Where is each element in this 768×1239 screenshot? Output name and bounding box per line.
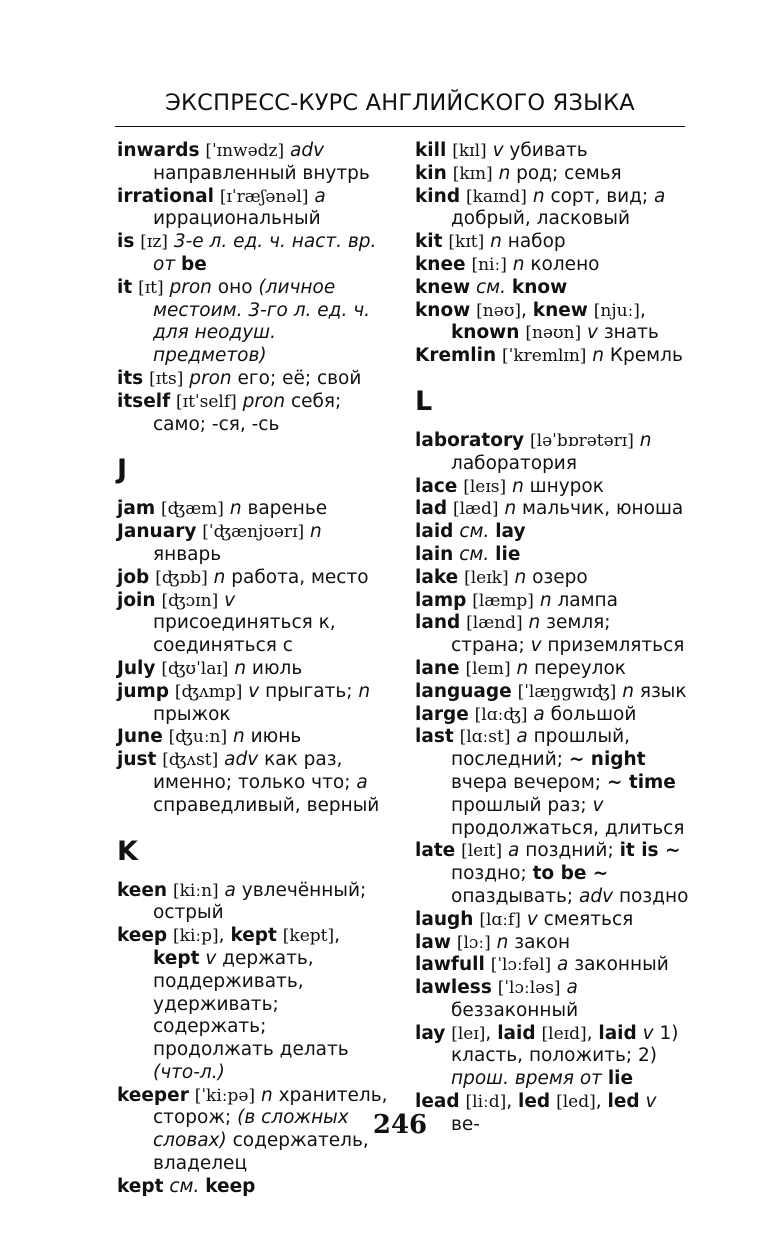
transcription: [kiːp] (173, 926, 219, 947)
headword: knee (415, 253, 466, 275)
definition-text: варенье (241, 498, 328, 520)
grammar-label: adv (290, 140, 325, 161)
headword: lane (415, 657, 460, 679)
definition-text: лампа (551, 589, 618, 611)
transcription: [ləˈbɒrətərɪ] (530, 430, 634, 451)
grammar-label: adv (579, 885, 614, 907)
dictionary-entry (415, 704, 690, 727)
transcription: [ʤuːn] (168, 727, 228, 748)
headword: kept (230, 925, 277, 947)
headword: lawless (415, 977, 492, 999)
dictionary-entry (117, 498, 392, 521)
dictionary-entry (117, 658, 392, 681)
transcription: [kɪl] (452, 141, 487, 161)
definition-text: переулок (528, 657, 626, 679)
transcription: [ʤɒb] (155, 567, 208, 588)
grammar-label: a (356, 771, 368, 793)
transcription: [lɔː] (456, 932, 491, 953)
dictionary-entry (415, 476, 690, 499)
grammar-label: n (512, 475, 524, 497)
transcription: [njuː] (593, 300, 640, 321)
headword: lay (495, 521, 526, 543)
grammar-label: v (587, 322, 598, 344)
headword: lawfull (415, 954, 485, 976)
headword: lain (415, 543, 454, 565)
left-column (117, 140, 392, 1199)
headword: keeper (117, 1084, 189, 1106)
headword: laid (497, 1022, 536, 1044)
definition-text: себя; само; -ся, -сь (153, 390, 342, 435)
dictionary-entry (415, 163, 690, 186)
headword: laid (415, 521, 454, 543)
headword: land (415, 612, 461, 634)
grammar-label: v (526, 908, 538, 930)
dictionary-entry (415, 254, 690, 277)
dictionary-entry (415, 345, 690, 368)
grammar-label: n (516, 657, 529, 679)
definition-text: беззаконный (451, 999, 579, 1021)
headword: lie (607, 1068, 634, 1090)
transcription: [ɪt] (138, 277, 164, 298)
transcription: [leɪs] (463, 476, 507, 497)
headword: language (415, 680, 512, 702)
headword: keep (117, 925, 168, 947)
dictionary-entry (117, 231, 392, 277)
definition-text: прыгать; (259, 680, 359, 702)
dictionary-entry (117, 925, 392, 1085)
headword: Kremlin (415, 345, 497, 367)
dictionary-entry (117, 186, 392, 232)
transcription: [nəʊn] (525, 323, 582, 344)
dictionary-entry (117, 368, 392, 391)
grammar-label: (в сложных словах) (153, 1107, 349, 1152)
headword: late (415, 840, 456, 862)
headword: itself (117, 390, 171, 412)
headword: law (415, 931, 451, 953)
definition-text: колено (524, 253, 600, 275)
definition-text: оно (211, 276, 259, 298)
grammar-label: 3-е л. ед. ч. наст. вр. от (153, 231, 377, 275)
headword: lad (415, 498, 448, 520)
grammar-label: n (213, 566, 226, 588)
transcription: [ʤʌst] (162, 750, 219, 771)
transcription: [lænd] (466, 613, 523, 634)
grammar-label: n (260, 1084, 273, 1106)
section-letter: K (117, 835, 138, 867)
grammar-label: v (224, 589, 236, 611)
grammar-label: (что-л.) (153, 1061, 225, 1083)
grammar-label: n (528, 612, 541, 634)
grammar-label: pron (189, 367, 232, 389)
dictionary-entry (117, 726, 392, 749)
headword: lead (415, 1091, 460, 1113)
transcription: [kaɪnd] (465, 186, 527, 207)
definition-text: , (485, 1022, 498, 1044)
dictionary-entry (415, 954, 690, 977)
headword: laugh (415, 908, 474, 930)
headword: kind (415, 185, 461, 207)
definition-text: прошлый, последний; (451, 726, 630, 771)
headword: knew (415, 276, 471, 298)
headword: lace (415, 475, 458, 497)
definition-text: закон (508, 931, 571, 953)
header-rule (115, 126, 685, 127)
dictionary-entry (117, 590, 392, 658)
grammar-label: pron (242, 390, 286, 412)
headword: lake (415, 566, 459, 588)
headword: kept (117, 1175, 164, 1197)
transcription: [ɪz] (140, 232, 168, 253)
headword: large (415, 703, 469, 725)
definition-text: род; семья (510, 162, 622, 184)
headword: June (117, 726, 163, 748)
definition-text: земля; страна; (451, 612, 611, 657)
dictionary-entry (415, 521, 690, 544)
grammar-label: прош. время от (451, 1068, 602, 1090)
grammar-label: n (539, 589, 552, 611)
definition-text: июль (246, 657, 303, 679)
dictionary-entry (117, 1176, 392, 1199)
headword: jump (117, 680, 170, 702)
definition-text: знать (597, 322, 659, 344)
headword: jam (117, 498, 156, 520)
headword: kill (415, 140, 447, 161)
dictionary-entry (415, 681, 690, 704)
transcription: [lɑːf] (479, 909, 521, 930)
headword: laboratory (415, 429, 525, 451)
dictionary-entry (117, 521, 392, 567)
dictionary-entry (415, 909, 690, 932)
definition-text: направленный внутрь (153, 162, 370, 184)
dictionary-entry (117, 880, 392, 926)
dictionary-entry (415, 300, 690, 346)
definition-text: набор (501, 231, 566, 253)
grammar-label: n (498, 162, 511, 184)
dictionary-entry (415, 231, 690, 254)
headword: knew (532, 299, 588, 321)
definition-text: , (218, 925, 231, 947)
dictionary-entry (117, 567, 392, 590)
grammar-label: n (233, 726, 245, 748)
transcription: [ʤɔɪn] (161, 590, 219, 611)
transcription: [kiːn] (172, 880, 219, 901)
definition-text: работа, место (225, 566, 369, 588)
headword: lay (415, 1022, 446, 1044)
transcription: [ɪtˈself] (176, 391, 237, 412)
dictionary-entry (415, 932, 690, 955)
definition-text: поздно; (451, 863, 533, 885)
definition-text: справедливый, верный (153, 794, 380, 816)
headword: join (117, 589, 156, 611)
definition-text: Кремль (604, 345, 683, 367)
definition-text: ве- (451, 1113, 480, 1135)
headword: irrational (117, 185, 214, 207)
dictionary-entry (117, 391, 392, 437)
transcription: [nəʊ] (476, 300, 521, 321)
dictionary-entry (415, 430, 690, 476)
grammar-label: a (557, 954, 569, 976)
definition-text: содержатель, владелец (153, 1130, 369, 1175)
transcription: [leɪn] (465, 658, 511, 679)
transcription: [læd] (452, 499, 499, 520)
headword: last (415, 726, 454, 748)
headword: kin (415, 162, 447, 184)
dictionary-entry (117, 749, 392, 817)
grammar-label: pron (169, 276, 212, 298)
definition-text: , (586, 1022, 599, 1044)
definition-text: увлечённый; острый (153, 879, 367, 924)
grammar-label: v (205, 947, 217, 969)
dictionary-entry (415, 658, 690, 681)
grammar-label: v (492, 140, 504, 161)
definition-text: большой (544, 703, 637, 725)
dictionary-entry (415, 277, 690, 300)
grammar-label: n (234, 657, 247, 679)
grammar-label: n (622, 680, 634, 702)
transcription: [leɪ] (451, 1023, 486, 1044)
transcription: [leɪt] (461, 841, 503, 862)
definition-text: июнь (244, 726, 302, 748)
definition-text: приземляться (541, 635, 685, 657)
grammar-label: n (490, 231, 502, 253)
transcription: [liːd] (465, 1092, 507, 1113)
transcription: [kept] (282, 926, 335, 947)
headword: kit (415, 231, 443, 253)
definition-text: озеро (526, 566, 588, 588)
transcription: [lɑːʤ] (474, 704, 528, 725)
grammar-label: adv (224, 749, 259, 771)
dictionary-entry (415, 567, 690, 590)
dictionary-entry (415, 726, 690, 840)
grammar-label: см. (169, 1175, 200, 1197)
page-number: 246 (372, 1110, 428, 1140)
definition-text: продолжаться, длиться (451, 817, 685, 839)
grammar-label: см. (459, 543, 490, 565)
grammar-label: a (654, 185, 666, 207)
transcription: [ʤʌmp] (174, 681, 243, 702)
definition-text: прошлый раз; (451, 794, 593, 816)
definition-text: мальчик, юноша (516, 498, 684, 520)
grammar-label: a (566, 977, 578, 999)
headword: its (117, 367, 144, 389)
grammar-label: a (224, 879, 236, 901)
dictionary-entry (117, 681, 392, 727)
headword: be (181, 253, 207, 275)
grammar-label: a (516, 726, 528, 748)
definition-text: , (639, 299, 646, 321)
definition-text: поздний; (519, 840, 620, 862)
headword: keen (117, 879, 168, 901)
dictionary-entry (415, 544, 690, 567)
dictionary-entry (415, 498, 690, 521)
definition-text: добрый, ласковый (451, 208, 631, 230)
headword: January (117, 521, 197, 543)
headword: lamp (415, 589, 467, 611)
dictionary-entry (415, 612, 690, 658)
headword: ~ time (606, 771, 676, 793)
transcription: [leɪk] (464, 567, 509, 588)
grammar-label: n (496, 931, 509, 953)
definition-text: законный (568, 954, 669, 976)
transcription: [leɪd] (541, 1023, 587, 1044)
definition-text: хранитель, сторож; (153, 1084, 388, 1129)
transcription: [ˈɪnwədz] (205, 141, 285, 161)
definition-text: лаборатория (451, 452, 577, 474)
definition-text: убивать (503, 140, 588, 161)
transcription: [ˈlɔːfəl] (490, 955, 552, 976)
grammar-label: n (514, 566, 527, 588)
headword: keep (205, 1175, 256, 1197)
transcription: [ɪts] (149, 368, 184, 389)
grammar-label: n (532, 185, 545, 207)
grammar-label: n (512, 253, 525, 275)
definition-text: язык (633, 680, 687, 702)
definition-text: смеяться (537, 908, 634, 930)
definition-text: 1) класть, положить; 2) (451, 1022, 679, 1067)
headword: lie (495, 543, 521, 565)
grammar-label: v (645, 1091, 657, 1113)
transcription: [ˈlɔːləs] (497, 978, 561, 999)
grammar-label: n (358, 680, 371, 702)
headword: ~ night (568, 749, 646, 771)
headword: just (117, 749, 157, 771)
headword: it is ~ (619, 840, 681, 862)
headword: it (117, 276, 133, 298)
definition-text: январь (153, 543, 222, 565)
transcription: [led] (556, 1092, 596, 1113)
definition-text: как раз, именно; только что; (153, 749, 357, 793)
definition-text: присоединяться к, соединяться с (153, 612, 336, 657)
headword: is (117, 231, 135, 253)
headword: know (511, 276, 568, 298)
transcription: [ˈkiːpə] (194, 1085, 256, 1106)
transcription: [ʤʊˈlaɪ] (161, 658, 229, 679)
headword: known (451, 322, 520, 344)
definition-text: прыжок (153, 703, 231, 725)
transcription: [kɪt] (448, 232, 485, 253)
transcription: [ˈkremlɪn] (502, 346, 587, 367)
definition-text: , (521, 299, 533, 321)
headword: job (117, 566, 150, 588)
dictionary-entry (415, 590, 690, 613)
section-letter: L (415, 385, 433, 417)
transcription: [niː] (471, 254, 507, 275)
section-letter: J (117, 454, 128, 486)
grammar-label: n (639, 429, 652, 451)
grammar-label: n (310, 521, 322, 543)
transcription: [ˈʤænjʊərɪ] (202, 522, 305, 543)
grammar-label: v (592, 794, 604, 816)
headword: July (117, 657, 156, 679)
definition-text: иррациональный (153, 208, 321, 230)
running-head: ЭКСПРЕСС-КУРС АНГЛИЙСКОГО ЯЗЫКА (165, 90, 635, 116)
right-column (415, 140, 690, 1137)
grammar-label: v (530, 635, 542, 657)
definition-text: сорт, вид; (544, 185, 655, 207)
grammar-label: v (642, 1022, 654, 1044)
headword: laid (598, 1022, 637, 1044)
dictionary-entry (415, 977, 690, 1023)
grammar-label: n (504, 498, 517, 520)
grammar-label: a (314, 185, 326, 207)
dictionary-entry (117, 140, 392, 186)
headword: led (607, 1091, 640, 1113)
dictionary-entry (415, 140, 690, 163)
grammar-label: a (508, 840, 520, 862)
dictionary-entry (415, 1023, 690, 1091)
definition-text: держать, поддерживать, удерживать; содержать; продолжать делать (153, 947, 349, 1061)
headword: know (415, 299, 471, 321)
transcription: [ˈlæŋgwɪʤ] (517, 681, 617, 702)
definition-text: вчера вечером; (451, 771, 607, 793)
definition-text: его; её; свой (231, 367, 362, 389)
dictionary-entry (117, 277, 392, 368)
definition-text: опаздывать; (451, 885, 580, 907)
grammar-label: см. (476, 276, 507, 298)
dictionary-entry (415, 186, 690, 232)
transcription: [kɪn] (452, 163, 493, 184)
grammar-label: (личное местоим. 3-го л. ед. ч. для неодуш. предметов) (153, 276, 371, 367)
grammar-label: v (248, 680, 260, 702)
transcription: [læmp] (472, 590, 534, 611)
headword: kept (153, 947, 200, 969)
definition-text: , (334, 925, 341, 947)
grammar-label: a (533, 703, 545, 725)
dictionary-entry (415, 840, 690, 908)
definition-text: , (506, 1091, 519, 1113)
grammar-label: см. (459, 521, 490, 543)
transcription: [lɑːst] (459, 727, 511, 748)
definition-text: , (595, 1091, 608, 1113)
definition-text: поздно (613, 885, 689, 907)
grammar-label: n (592, 345, 605, 367)
headword: led (518, 1091, 551, 1113)
transcription: [ʤæm] (161, 499, 224, 520)
transcription: [ɪˈræʃənəl] (219, 186, 309, 207)
definition-text: шнурок (523, 475, 604, 497)
headword: inwards (117, 140, 200, 161)
headword: to be ~ (532, 863, 609, 885)
grammar-label: n (229, 498, 242, 520)
